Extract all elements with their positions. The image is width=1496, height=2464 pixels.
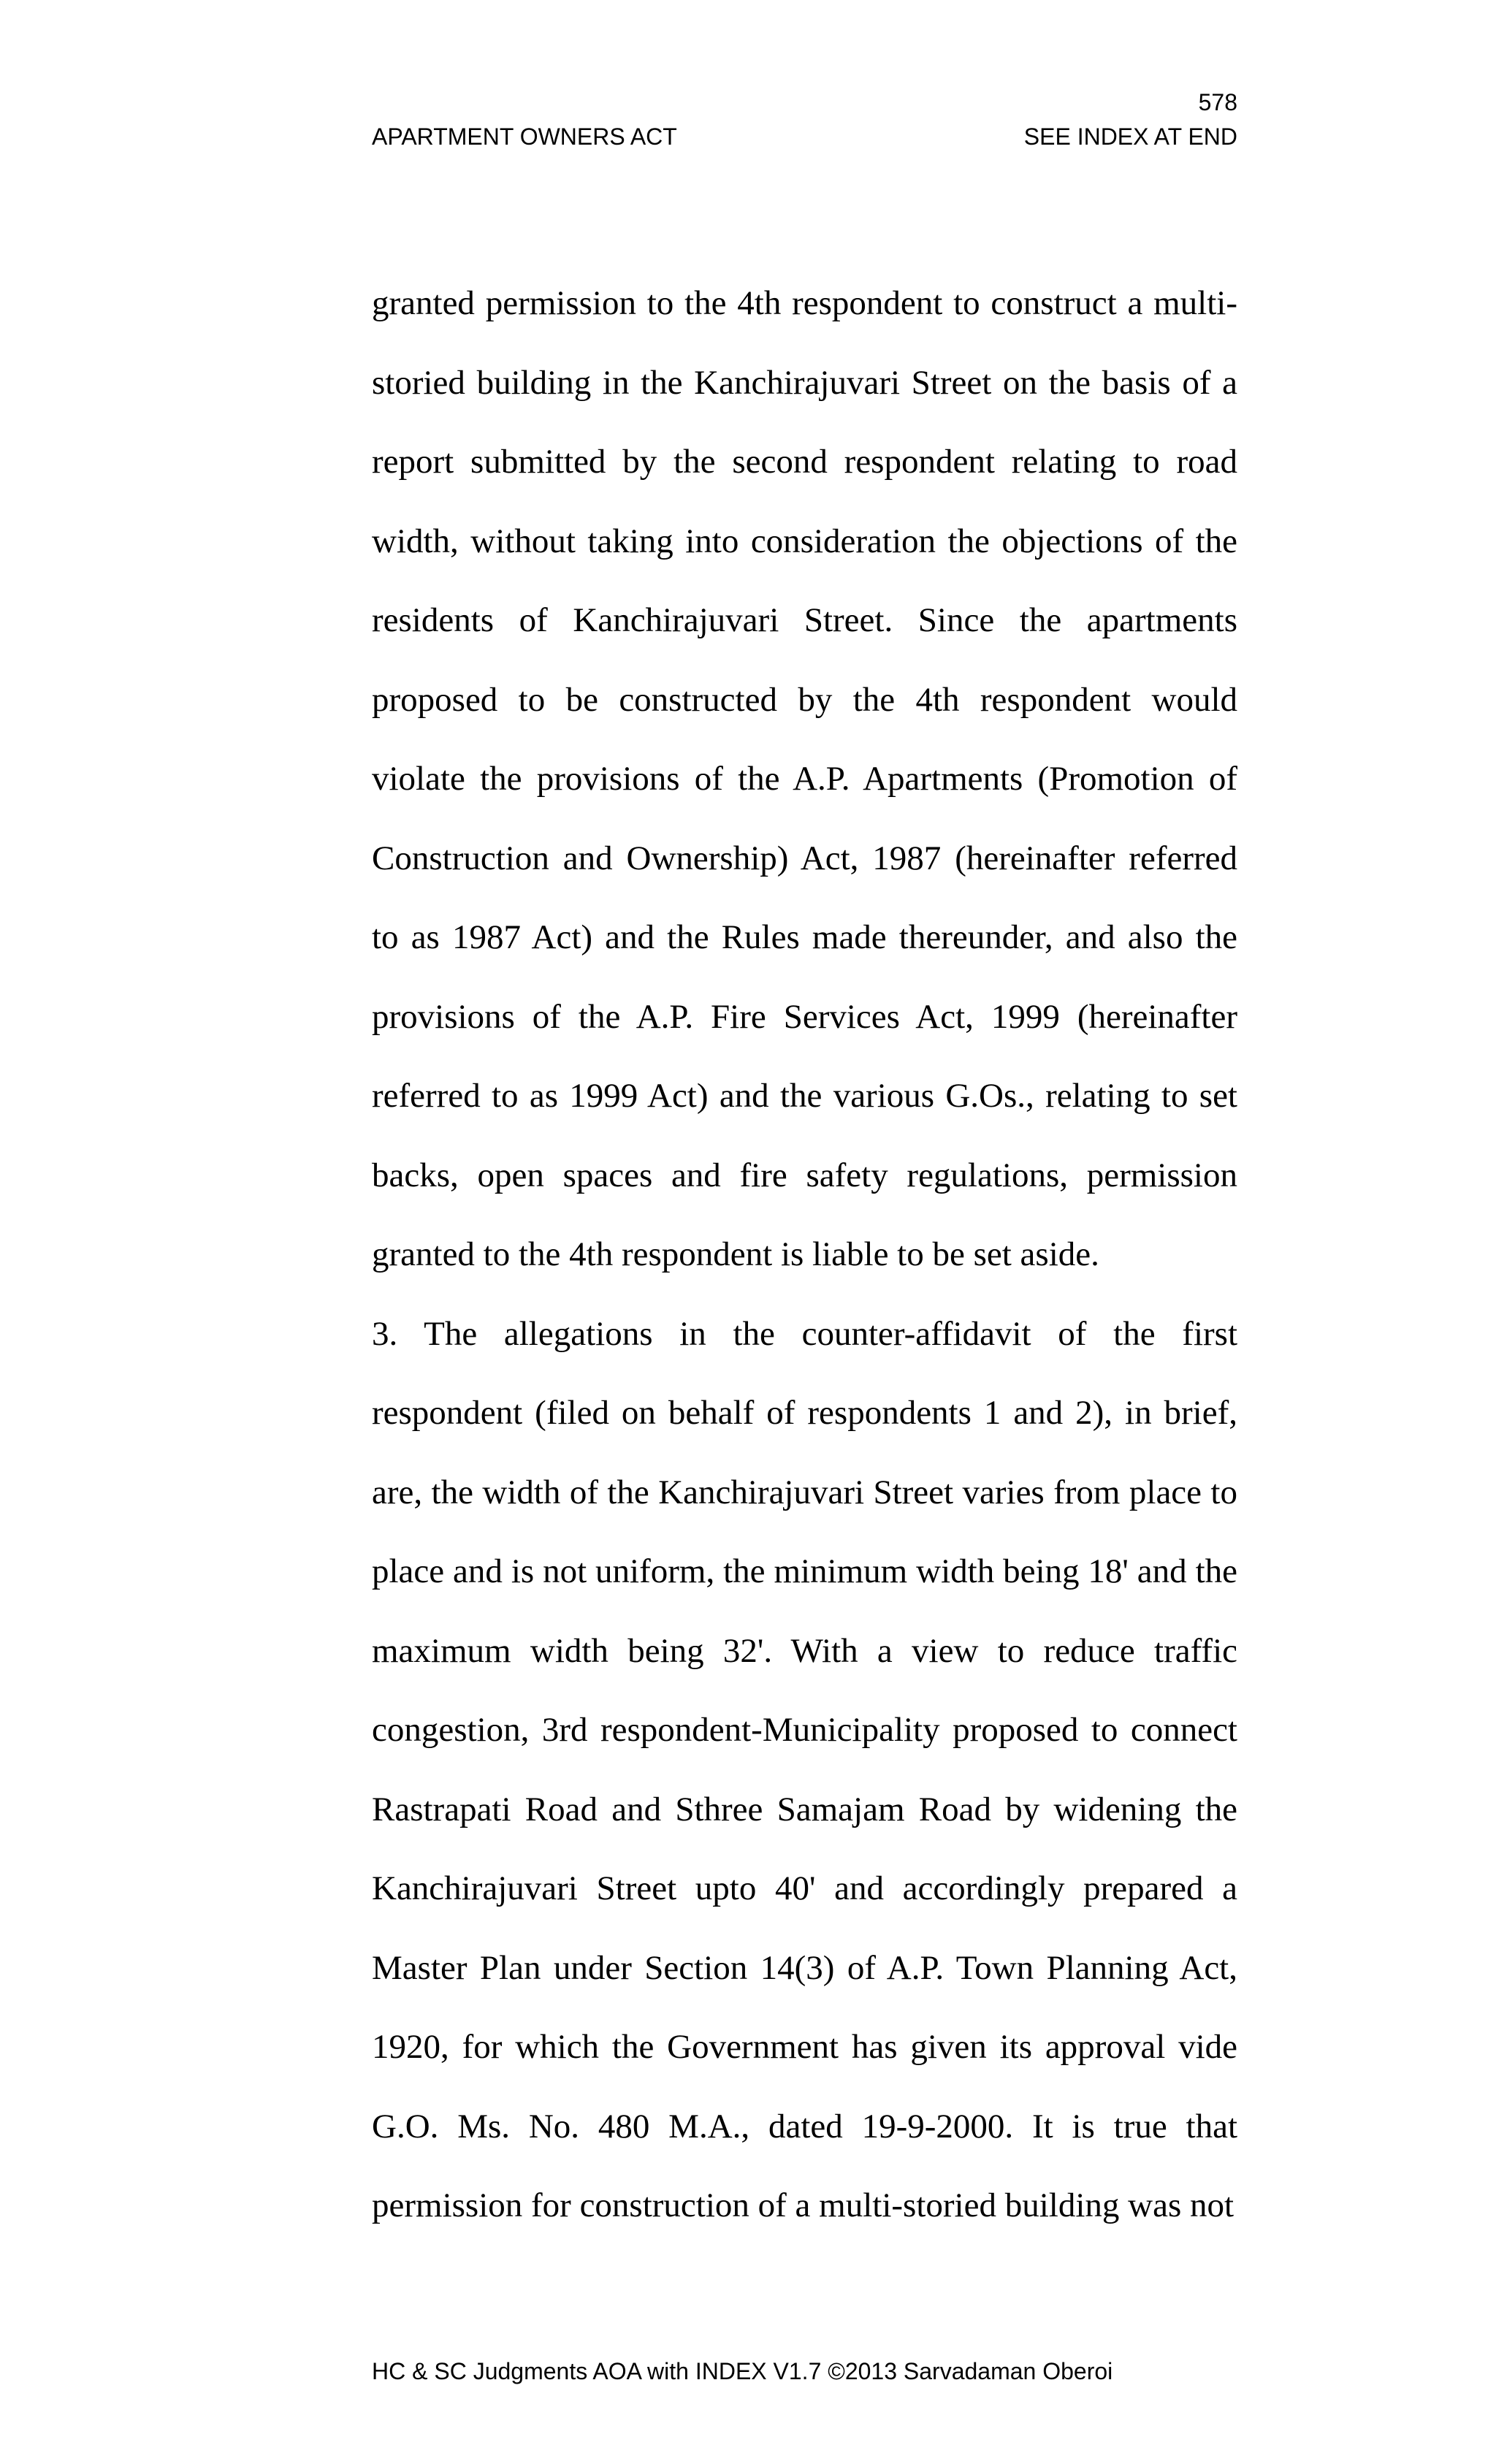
body-text (372, 264, 1237, 2246)
running-header-note: SEE INDEX AT END (1023, 123, 1237, 150)
running-header-title: APARTMENT OWNERS ACT (372, 123, 677, 150)
paragraph: 3. The allegations in the counter-affidavit of the first respondent (filed on behalf of respondents 1 and 2), in brief, are, the width of the Kanchirajuvari Street varies from place to place and is not uniform, the minimum width being 18' and the maximum width being 32'. With a view to reduce traffic congestion, 3rd respondent-Municipality proposed to connect Rastrapati Road and Sthree Samajam Road by widening the Kanchirajuvari Street upto 40' and accordingly prepared a Master Plan under Section 14(3) of A.P. Town Planning Act, 1920, for which the Government has given its approval vide G.O. Ms. No. 480 M.A., dated 19-9-2000. It is true that permission for construction of a multi-storied building was not (372, 1314, 1237, 2224)
paragraph: granted permission to the 4th respondent to construct a multi-storied building in the Kanchirajuvari Street on the basis of a report submitted by the second respondent relating to road width, without taking into consideration the objections of the residents of Kanchirajuvari Street. Since the apartments proposed to be constructed by the 4th respondent would violate the provisions of the A.P. Apartments (Promotion of Construction and Ownership) Act, 1987 (hereinafter referred to as 1987 Act) and the Rules made thereunder, and also the provisions of the A.P. Fire Services Act, 1999 (hereinafter referred to as 1999 Act) and the various G.Os., relating to set backs, open spaces and fire safety regulations, permission granted to the 4th respondent is liable to be set aside. (372, 284, 1237, 1273)
page-number: 578 (1198, 89, 1237, 115)
footer-credit: HC & SC Judgments AOA with INDEX V1.7 ©2013 Sarvadaman Oberoi (372, 2358, 1113, 2384)
